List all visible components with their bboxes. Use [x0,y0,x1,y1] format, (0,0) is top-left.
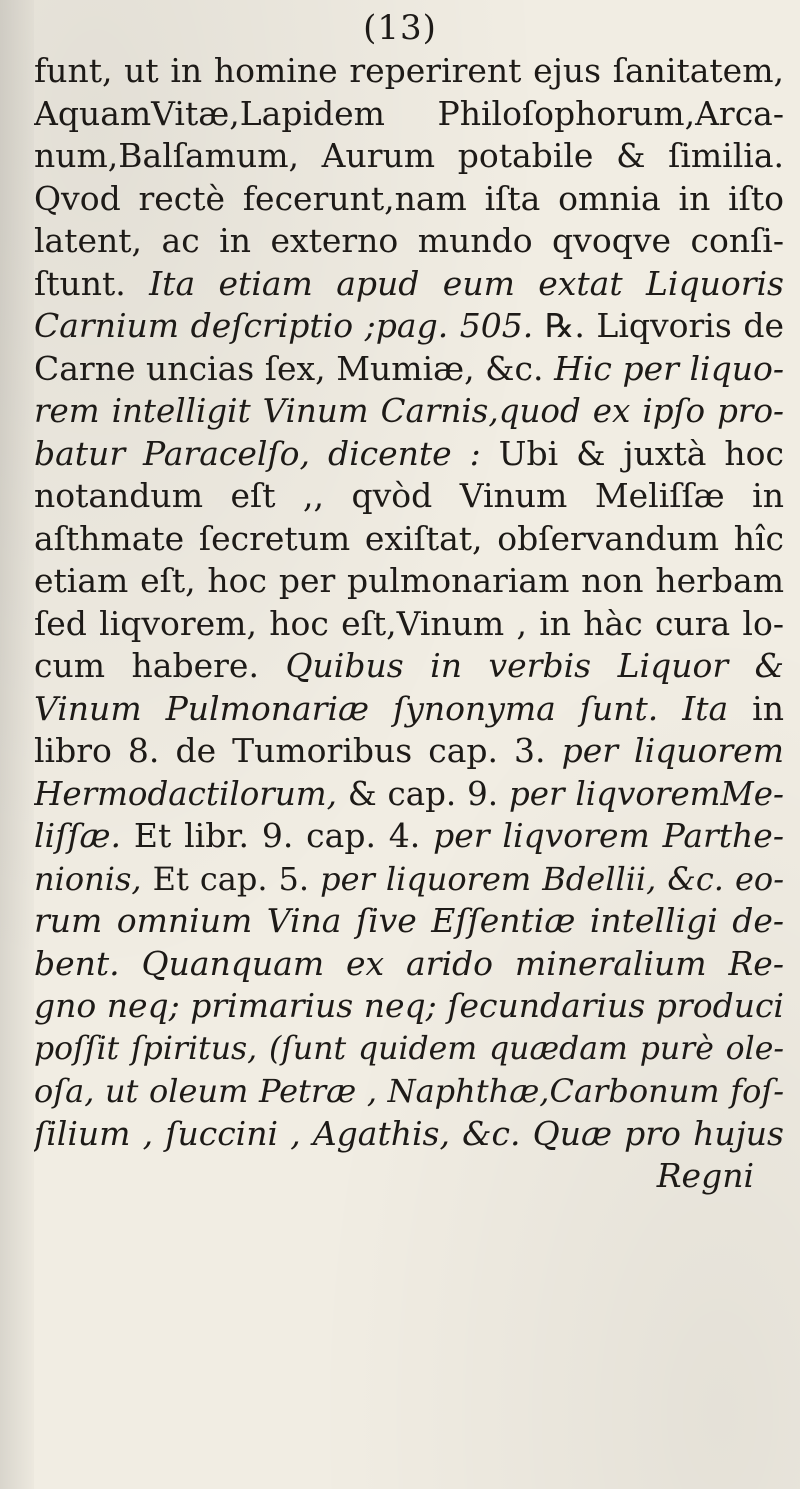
italic-text-run: rum omnium Vina ſive Eſſentiæ intelligi de- [34,901,784,940]
text-run: etiam eſt, hoc per pulmonariam non herbam [34,561,784,600]
italic-text-run: per liqvoremMe- [508,774,784,813]
text-line [34,1028,784,1071]
text-run: cum habere. [34,646,286,685]
text-line [34,390,784,433]
italic-text-run: per liqvorem Parthe- [433,816,784,855]
italic-text-run: nionis, [34,859,142,898]
italic-text-run: Hermodactilorum, [34,774,337,813]
italic-text-run: oſa, ut oleum Petræ , Naphthæ,Carbonum foſ- [34,1072,784,1110]
italic-text-run: Vinum Pulmonariæ ſynonyma ſunt. Ita [34,688,729,728]
italic-text-run: bent. Quanquam ex arido mineralium Re- [34,943,784,983]
text-line [34,688,784,731]
text-line [34,178,784,221]
italic-text-run: Carnium deſcriptio ;pag. 505. [34,306,534,345]
text-line [34,985,784,1028]
text-line [34,603,784,646]
text-run: num,Balſamum, Aurum potabile & ſimilia. [34,136,784,175]
text-line [34,560,784,603]
text-line [34,305,784,348]
text-line [34,50,784,93]
text-line [34,220,784,263]
body-text [34,50,784,1198]
text-run: Carne uncias ſex, Mumiæ, &c. [34,348,555,388]
text-line [34,773,784,816]
text-line [34,900,784,943]
italic-text-run: per liquorem [561,731,784,770]
text-line [34,348,784,391]
text-run: latent, ac in externo mundo qvoqve conſi- [34,221,784,260]
text-line [34,1113,784,1156]
text-run: ℞. Liqvoris de [533,306,784,345]
italic-text-run: Ita etiam apud eum extat Liquoris [149,263,784,303]
text-line [34,1070,784,1113]
text-run: ſtunt. [34,263,150,303]
text-line [34,93,784,136]
text-run: AquamVitæ,Lapidem Philoſophorum,Arca- [34,93,784,133]
text-line [34,730,784,773]
text-run: & cap. 9. [336,774,509,813]
text-line [34,475,784,518]
text-run: in [728,688,784,728]
text-run: Et libr. 9. cap. 4. [121,816,434,855]
italic-text-run: ſilium , ſuccini , Agathis, &c. Quæ pro hujus [34,1113,784,1153]
text-run: libro 8. de Tumoribus cap. 3. [34,731,562,770]
text-line [34,943,784,986]
text-line [34,858,784,901]
italic-text-run: Hic per liquo- [554,348,784,388]
italic-text-run: gno neq; primarius neq; ſecundarius produci [34,986,784,1025]
text-run: notandum eſt ,, qvòd Vinum Meliſſæ in [34,476,784,515]
text-run: Qvod rectè fecerunt,nam iſta omnia in iſto [34,178,784,218]
italic-text-run: poſſit ſpiritus, (ſunt quidem quædam purè ole- [34,1030,784,1067]
text-line [34,645,784,688]
page-gutter-shadow [0,0,34,1489]
italic-text-run: per liquorem Bdellii, &c. eo- [320,859,784,898]
italic-text-run: rem intelligit Vinum Carnis,quod ex ipſo pro- [34,392,784,430]
text-line [34,135,784,178]
text-line [34,433,784,476]
text-run: Et cap. 5. [141,859,321,898]
page-number: (13) [363,8,437,48]
text-line [34,815,784,858]
text-line [34,263,784,306]
text-line [34,1155,784,1198]
italic-text-run: Quibus in verbis Liquor & [285,646,784,685]
italic-text-run: Regni [656,1156,754,1195]
text-run: funt, ut in homine reperirent ejus ſanitatem, [34,51,784,90]
italic-text-run: liſſæ. [34,816,122,855]
italic-text-run: batur Paracelſo, dicente : [34,433,481,473]
text-run: Ubi & juxtà hoc [480,433,784,473]
text-run: ſed liqvorem, hoc eſt,Vinum , in hàc cura lo- [34,603,784,643]
text-line [34,518,784,561]
text-run: aſthmate ſecretum exiſtat, obſervandum hîc [34,518,784,558]
